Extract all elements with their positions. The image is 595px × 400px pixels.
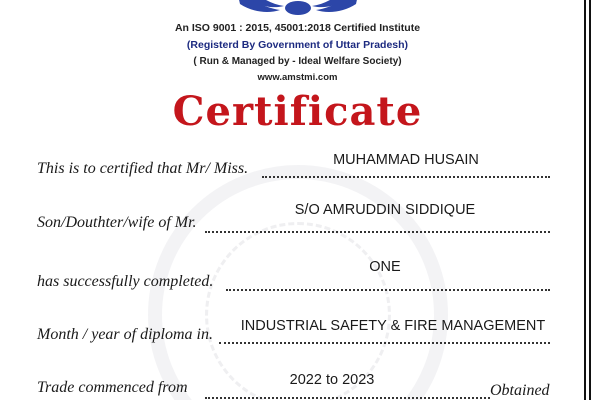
diploma-label: Month / year of diploma in. [37, 326, 213, 343]
certificate-border [584, 0, 591, 400]
institute-logo-icon [218, 0, 378, 18]
diploma-value: INDUSTRIAL SAFETY & FIRE MANAGEMENT [240, 318, 546, 334]
completed-dotted-line [226, 289, 550, 291]
certificate-title: Certificate [172, 88, 423, 135]
certify-label: This is to certified that Mr/ Miss. [37, 160, 249, 177]
obtained-label: Obtained [490, 382, 550, 399]
completed-value: ONE [369, 259, 401, 275]
website-text: www.amstmi.com [257, 72, 338, 83]
trade-label: Trade commenced from [37, 379, 188, 396]
registration-line: (Registerd By Government of Uttar Pradesh) [186, 39, 409, 51]
trade-value: 2022 to 2023 [289, 372, 375, 388]
relation-dotted-line [205, 231, 550, 233]
relation-value: S/O AMRUDDIN SIDDIQUE [294, 202, 476, 218]
certification-line: An ISO 9001 : 2015, 45001:2018 Certified Institute [174, 22, 421, 34]
relation-label: Son/Douthter/wife of Mr. [37, 214, 197, 231]
diploma-dotted-line [219, 342, 550, 344]
name-dotted-line [262, 176, 550, 178]
completed-label: has successfully completed. [37, 273, 214, 290]
name-value: MUHAMMAD HUSAIN [333, 152, 479, 168]
managed-by-line: ( Run & Managed by - Ideal Welfare Society) [193, 56, 402, 67]
trade-dotted-line [205, 397, 490, 399]
